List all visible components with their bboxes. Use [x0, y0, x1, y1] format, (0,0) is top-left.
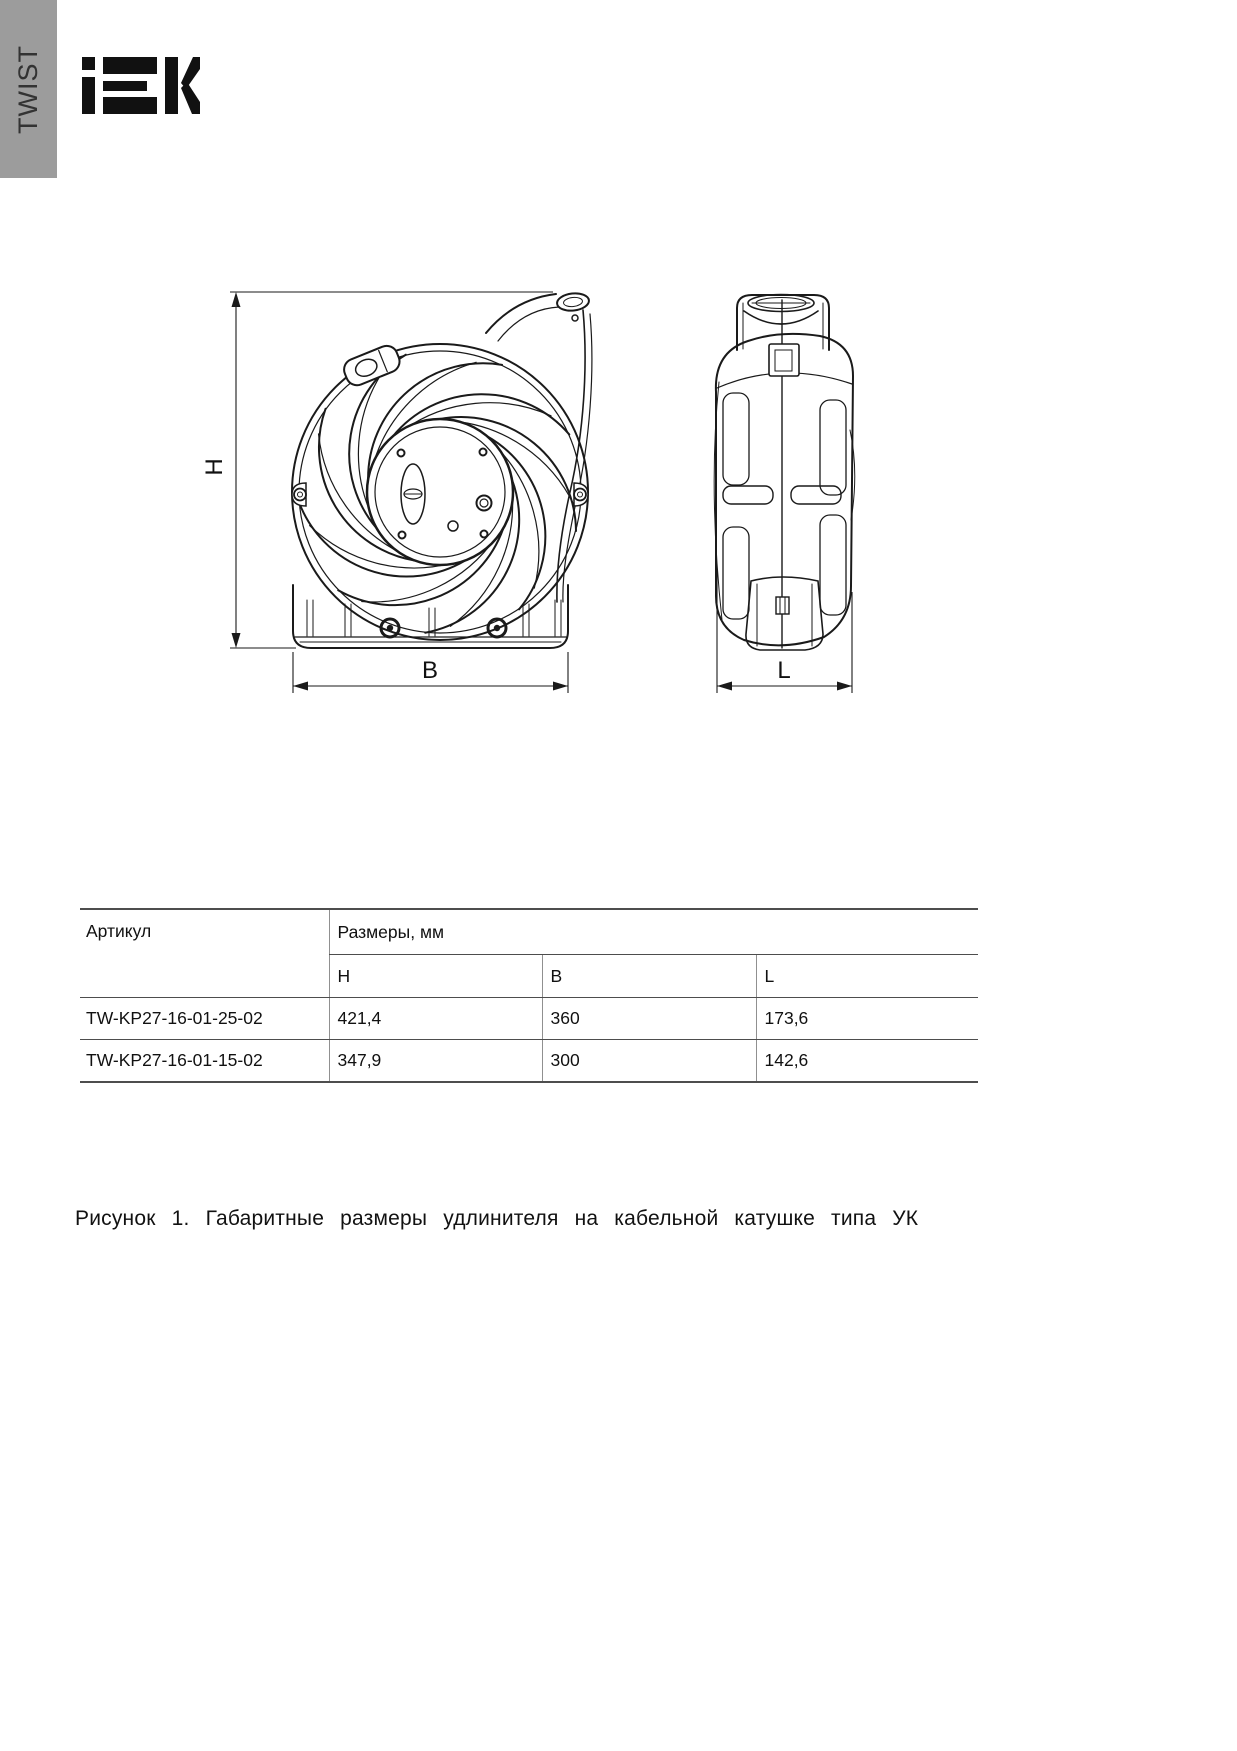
dimensions-table: [80, 908, 978, 1083]
l-value-cell: 173,6: [756, 998, 978, 1040]
dim-label-h: H: [201, 458, 228, 476]
twist-series-label: TWIST: [13, 44, 44, 134]
table-row: [80, 998, 978, 1040]
article-cell: TW-KP27-16-01-15-02: [86, 1050, 263, 1070]
column-header-b: B: [542, 955, 756, 998]
hub-plate: [367, 419, 513, 565]
table-row: [80, 1040, 978, 1083]
article-column-header: Артикул: [80, 909, 329, 998]
cable-stopper: [341, 343, 403, 389]
iek-logo: [82, 57, 200, 116]
h-value-cell: 421,4: [329, 998, 542, 1040]
iek-logo-mark: [82, 57, 200, 116]
dim-label-l: L: [777, 657, 791, 684]
dimensions-group-header: Размеры, мм: [329, 909, 978, 955]
article-cell: TW-KP27-16-01-25-02: [80, 998, 329, 1040]
h-value-cell: 347,9: [329, 1040, 542, 1083]
column-header-l: L: [756, 955, 978, 998]
l-value-cell: 142,6: [756, 1040, 978, 1083]
b-value-cell: 300: [542, 1040, 756, 1083]
figure-caption: Рисунок 1. Габаритные размеры удлинителя на кабельной катушке типа УК: [75, 1207, 919, 1230]
front-view-drawing: [287, 292, 593, 648]
twist-series-tab: [0, 0, 57, 178]
column-header-h: H: [329, 955, 542, 998]
dimension-drawing: [180, 240, 900, 710]
b-value-cell: 360: [542, 998, 756, 1040]
side-view-drawing: [714, 295, 855, 651]
dim-label-b: B: [421, 657, 439, 684]
